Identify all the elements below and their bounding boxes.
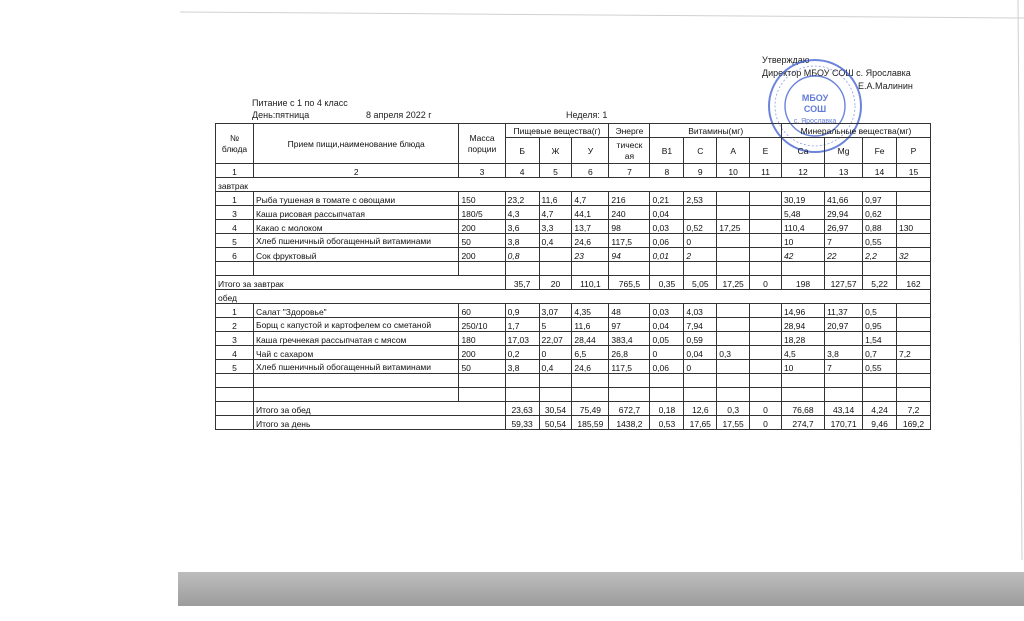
table-cell: 6 [216, 248, 254, 262]
table-cell: 20,97 [825, 318, 863, 332]
column-number: 12 [781, 164, 824, 178]
section-label: завтрак [216, 178, 931, 192]
table-cell: 150 [459, 192, 505, 206]
section-lunch [216, 290, 931, 304]
total-value: 765,5 [609, 276, 650, 290]
table-cell [717, 206, 750, 220]
column-number: 14 [863, 164, 897, 178]
table-cell: 5 [539, 318, 572, 332]
table-cell: 26,8 [609, 346, 650, 360]
table-cell: 5,48 [781, 206, 824, 220]
total-value: 59,33 [505, 416, 539, 430]
total-value: 198 [781, 276, 824, 290]
table-cell: 2 [684, 248, 717, 262]
table-cell: 5 [216, 360, 254, 374]
table-cell: 0,21 [650, 192, 684, 206]
table-cell [717, 318, 750, 332]
total-value: 43,14 [825, 402, 863, 416]
table-cell: 0,04 [650, 318, 684, 332]
column-number: 13 [825, 164, 863, 178]
total-value: 185,59 [572, 416, 609, 430]
table-cell: 97 [609, 318, 650, 332]
col-mg: Mg [825, 138, 863, 164]
table-cell [750, 234, 782, 248]
col-energy-header-bottom: тическ ая [609, 138, 650, 164]
total-value: 0 [750, 416, 782, 430]
table-cell: 0,95 [863, 318, 897, 332]
table-cell [750, 318, 782, 332]
table-cell: 3 [216, 206, 254, 220]
total-value: 0,53 [650, 416, 684, 430]
table-cell [825, 332, 863, 346]
table-cell: 0,55 [863, 360, 897, 374]
table-cell: 3,8 [825, 346, 863, 360]
table-cell: 0,03 [650, 304, 684, 318]
table-cell: 30,19 [781, 192, 824, 206]
total-value: 4,24 [863, 402, 897, 416]
approval-line-2: Директор МБОУ СОШ с. Ярославка [762, 68, 911, 78]
table-cell: 6,5 [572, 346, 609, 360]
dish-name: Какао с молоком [254, 220, 459, 234]
table-cell: 23 [572, 248, 609, 262]
table-cell: 22 [825, 248, 863, 262]
table-cell: 117,5 [609, 234, 650, 248]
total-value: 23,63 [505, 402, 539, 416]
table-cell [717, 192, 750, 206]
table-cell: 2 [216, 318, 254, 332]
column-number: 10 [717, 164, 750, 178]
table-cell: 7 [825, 234, 863, 248]
table-cell: 0,05 [650, 332, 684, 346]
svg-text:с. Ярославка: с. Ярославка [793, 118, 837, 125]
table-cell [896, 318, 930, 332]
table-cell: 0,3 [717, 346, 750, 360]
table-cell: 24,6 [572, 234, 609, 248]
column-number: 7 [609, 164, 650, 178]
table-cell: 4,35 [572, 304, 609, 318]
table-cell [750, 360, 782, 374]
table-cell: 0,7 [863, 346, 897, 360]
table-cell: 42 [781, 248, 824, 262]
total-value: 0,18 [650, 402, 684, 416]
table-cell: 0,01 [650, 248, 684, 262]
table-cell: 7,94 [684, 318, 717, 332]
table-cell: 50 [459, 234, 505, 248]
total-value: 0 [750, 402, 782, 416]
table-cell: 0,97 [863, 192, 897, 206]
col-nutrients-header: Пищевые вещества(г) [505, 124, 609, 138]
table-cell: 18,28 [781, 332, 824, 346]
approval-line-1: Утверждаю [762, 55, 810, 65]
table-cell [896, 304, 930, 318]
table-row [216, 304, 931, 318]
table-cell: 5 [216, 234, 254, 248]
table-cell [750, 304, 782, 318]
total-value: 35,7 [505, 276, 539, 290]
table-cell [896, 360, 930, 374]
table-cell: 41,66 [825, 192, 863, 206]
col-a: А [717, 138, 750, 164]
dish-name: Салат "Здоровье" [254, 304, 459, 318]
table-cell [896, 332, 930, 346]
table-cell: 0 [650, 346, 684, 360]
table-cell: 4,7 [572, 192, 609, 206]
col-vitamins-header: Витамины(мг) [650, 124, 781, 138]
table-row [216, 234, 931, 248]
table-row [216, 332, 931, 346]
total-value: 12,6 [684, 402, 717, 416]
menu-title: Питание с 1 по 4 класс [252, 98, 348, 108]
table-row [216, 206, 931, 220]
table-row [216, 346, 931, 360]
table-cell: 11,37 [825, 304, 863, 318]
table-cell [750, 346, 782, 360]
column-number: 6 [572, 164, 609, 178]
table-cell [717, 360, 750, 374]
table-cell: 130 [896, 220, 930, 234]
empty-row [216, 262, 931, 276]
table-row [216, 360, 931, 374]
table-cell: 110,4 [781, 220, 824, 234]
total-label: Итого за обед [254, 402, 506, 416]
column-number: 5 [539, 164, 572, 178]
table-row [216, 248, 931, 262]
table-cell [896, 234, 930, 248]
section-breakfast [216, 178, 931, 192]
table-cell: 0 [684, 360, 717, 374]
col-c: С [684, 138, 717, 164]
column-number: 15 [896, 164, 930, 178]
dish-name: Чай с сахаром [254, 346, 459, 360]
table-cell [717, 248, 750, 262]
total-value: 30,54 [539, 402, 572, 416]
column-number: 9 [684, 164, 717, 178]
table-cell: 180/5 [459, 206, 505, 220]
column-number: 4 [505, 164, 539, 178]
table-cell: 4,5 [781, 346, 824, 360]
total-value: 170,71 [825, 416, 863, 430]
table-cell: 0,52 [684, 220, 717, 234]
table-cell: 28,44 [572, 332, 609, 346]
total-value: 5,05 [684, 276, 717, 290]
menu-date: 8 апреля 2022 г [366, 110, 432, 120]
table-cell [717, 234, 750, 248]
table-cell: 17,25 [717, 220, 750, 234]
column-number: 2 [254, 164, 459, 178]
table-cell: 0,88 [863, 220, 897, 234]
col-b1: В1 [650, 138, 684, 164]
table-cell [750, 248, 782, 262]
table-cell [896, 192, 930, 206]
col-number-header: № блюда [216, 124, 254, 164]
table-cell: 0,8 [505, 248, 539, 262]
table-cell [216, 416, 254, 430]
table-row [216, 192, 931, 206]
table-cell: 1,7 [505, 318, 539, 332]
lunch-rows [216, 304, 931, 374]
column-number: 3 [459, 164, 505, 178]
total-value: 50,54 [539, 416, 572, 430]
table-cell: 383,4 [609, 332, 650, 346]
col-e: Е [750, 138, 782, 164]
table-cell: 3,6 [505, 220, 539, 234]
table-cell: 0,4 [539, 360, 572, 374]
table-cell: 0,03 [650, 220, 684, 234]
column-number: 1 [216, 164, 254, 178]
total-value: 17,65 [684, 416, 717, 430]
table-cell: 10 [781, 360, 824, 374]
table-cell: 4,7 [539, 206, 572, 220]
dish-name: Хлеб пшеничный обогащенный витаминами [254, 360, 459, 374]
table-cell: 11,6 [539, 192, 572, 206]
table-cell: 26,97 [825, 220, 863, 234]
table-cell: 4 [216, 346, 254, 360]
dish-name: Хлеб пшеничный обогащенный витаминами [254, 234, 459, 248]
table-cell: 14,96 [781, 304, 824, 318]
col-energy-header-top: Энерге [609, 124, 650, 138]
header-row-1 [216, 124, 931, 138]
table-cell: 48 [609, 304, 650, 318]
table-cell: 98 [609, 220, 650, 234]
total-label: Итого за завтрак [216, 276, 506, 290]
total-value: 274,7 [781, 416, 824, 430]
dish-name: Рыба тушеная в томате с овощами [254, 192, 459, 206]
table-cell [539, 248, 572, 262]
col-b: Б [505, 138, 539, 164]
table-cell [750, 332, 782, 346]
table-cell: 11,6 [572, 318, 609, 332]
table-cell: 0,06 [650, 234, 684, 248]
menu-day: День:пятница [252, 110, 310, 120]
table-cell [750, 206, 782, 220]
table-cell: 0 [539, 346, 572, 360]
col-mass-header: Масса порции [459, 124, 505, 164]
dish-name: Борщ с капустой и картофелем со сметаной [254, 318, 459, 332]
table-cell: 94 [609, 248, 650, 262]
total-value: 5,22 [863, 276, 897, 290]
table-cell: 250/10 [459, 318, 505, 332]
table-cell: 0,04 [684, 346, 717, 360]
table-cell: 4,3 [505, 206, 539, 220]
table-cell: 0 [684, 234, 717, 248]
total-value: 0 [750, 276, 782, 290]
total-value: 7,2 [896, 402, 930, 416]
table-cell: 1,54 [863, 332, 897, 346]
breakfast-total-row [216, 276, 931, 290]
table-cell: 23,2 [505, 192, 539, 206]
table-cell: 4,03 [684, 304, 717, 318]
day-total-row [216, 416, 931, 430]
table-cell: 7,2 [896, 346, 930, 360]
approval-line-3: Е.А.Малинин [858, 81, 913, 91]
table-cell: 3,07 [539, 304, 572, 318]
table-cell [216, 402, 254, 416]
total-value: 127,57 [825, 276, 863, 290]
table-cell [717, 304, 750, 318]
dish-name: Сок фруктовый [254, 248, 459, 262]
col-minerals-header: Минеральные вещества(мг) [781, 124, 930, 138]
table-row [216, 318, 931, 332]
table-cell: 10 [781, 234, 824, 248]
column-number: 11 [750, 164, 782, 178]
table-cell: 216 [609, 192, 650, 206]
table-cell: 60 [459, 304, 505, 318]
col-name-header: Прием пищи,наименование блюда [254, 124, 459, 164]
table-cell: 3 [216, 332, 254, 346]
total-value: 17,55 [717, 416, 750, 430]
menu-table [215, 123, 931, 430]
table-cell: 22,07 [539, 332, 572, 346]
total-value: 76,68 [781, 402, 824, 416]
table-cell: 0,9 [505, 304, 539, 318]
table-cell: 0,59 [684, 332, 717, 346]
table-cell: 4 [216, 220, 254, 234]
table-cell: 0,55 [863, 234, 897, 248]
table-cell: 44,1 [572, 206, 609, 220]
table-cell: 3,8 [505, 234, 539, 248]
breakfast-rows [216, 192, 931, 262]
table-cell: 0,5 [863, 304, 897, 318]
empty-row [216, 374, 931, 388]
total-value: 0,35 [650, 276, 684, 290]
table-cell: 3,8 [505, 360, 539, 374]
table-cell: 0,62 [863, 206, 897, 220]
table-cell [717, 332, 750, 346]
table-cell: 1 [216, 192, 254, 206]
total-value: 162 [896, 276, 930, 290]
table-cell: 200 [459, 220, 505, 234]
table-cell [750, 220, 782, 234]
table-cell: 0,06 [650, 360, 684, 374]
svg-text:МБОУ: МБОУ [801, 93, 829, 103]
dish-name: Каша гречнекая рассыпчатая с мясом [254, 332, 459, 346]
total-label: Итого за день [254, 416, 506, 430]
menu-week: Неделя: 1 [566, 110, 608, 120]
col-fe: Fe [863, 138, 897, 164]
table-cell: 7 [825, 360, 863, 374]
table-cell: 117,5 [609, 360, 650, 374]
table-cell: 2,53 [684, 192, 717, 206]
table-cell: 2,2 [863, 248, 897, 262]
table-cell: 180 [459, 332, 505, 346]
dish-name: Каша рисовая рассыпчатая [254, 206, 459, 220]
table-cell: 13,7 [572, 220, 609, 234]
table-cell: 17,03 [505, 332, 539, 346]
table-row [216, 220, 931, 234]
col-u: У [572, 138, 609, 164]
table-cell: 240 [609, 206, 650, 220]
scan-shadow-band [178, 572, 1024, 606]
total-value: 75,49 [572, 402, 609, 416]
total-value: 17,25 [717, 276, 750, 290]
table-cell [896, 206, 930, 220]
col-zh: Ж [539, 138, 572, 164]
table-cell: 200 [459, 248, 505, 262]
table-cell: 200 [459, 346, 505, 360]
svg-text:СОШ: СОШ [803, 104, 827, 114]
total-value: 1438,2 [609, 416, 650, 430]
table-cell: 29,94 [825, 206, 863, 220]
col-ca: Ca [781, 138, 824, 164]
table-cell: 1 [216, 304, 254, 318]
section-label: обед [216, 290, 931, 304]
lunch-total-row [216, 402, 931, 416]
empty-row [216, 388, 931, 402]
table-cell: 50 [459, 360, 505, 374]
table-cell: 28,94 [781, 318, 824, 332]
table-cell [750, 192, 782, 206]
table-cell [684, 206, 717, 220]
col-p: P [896, 138, 930, 164]
total-value: 0,3 [717, 402, 750, 416]
table-cell: 0,4 [539, 234, 572, 248]
table-cell: 3,3 [539, 220, 572, 234]
column-number-row [216, 164, 931, 178]
table-cell: 32 [896, 248, 930, 262]
total-value: 110,1 [572, 276, 609, 290]
table-cell: 24,6 [572, 360, 609, 374]
total-value: 672,7 [609, 402, 650, 416]
total-value: 169,2 [896, 416, 930, 430]
total-value: 20 [539, 276, 572, 290]
column-number: 8 [650, 164, 684, 178]
total-value: 9,46 [863, 416, 897, 430]
table-cell: 0,2 [505, 346, 539, 360]
table-cell: 0,04 [650, 206, 684, 220]
